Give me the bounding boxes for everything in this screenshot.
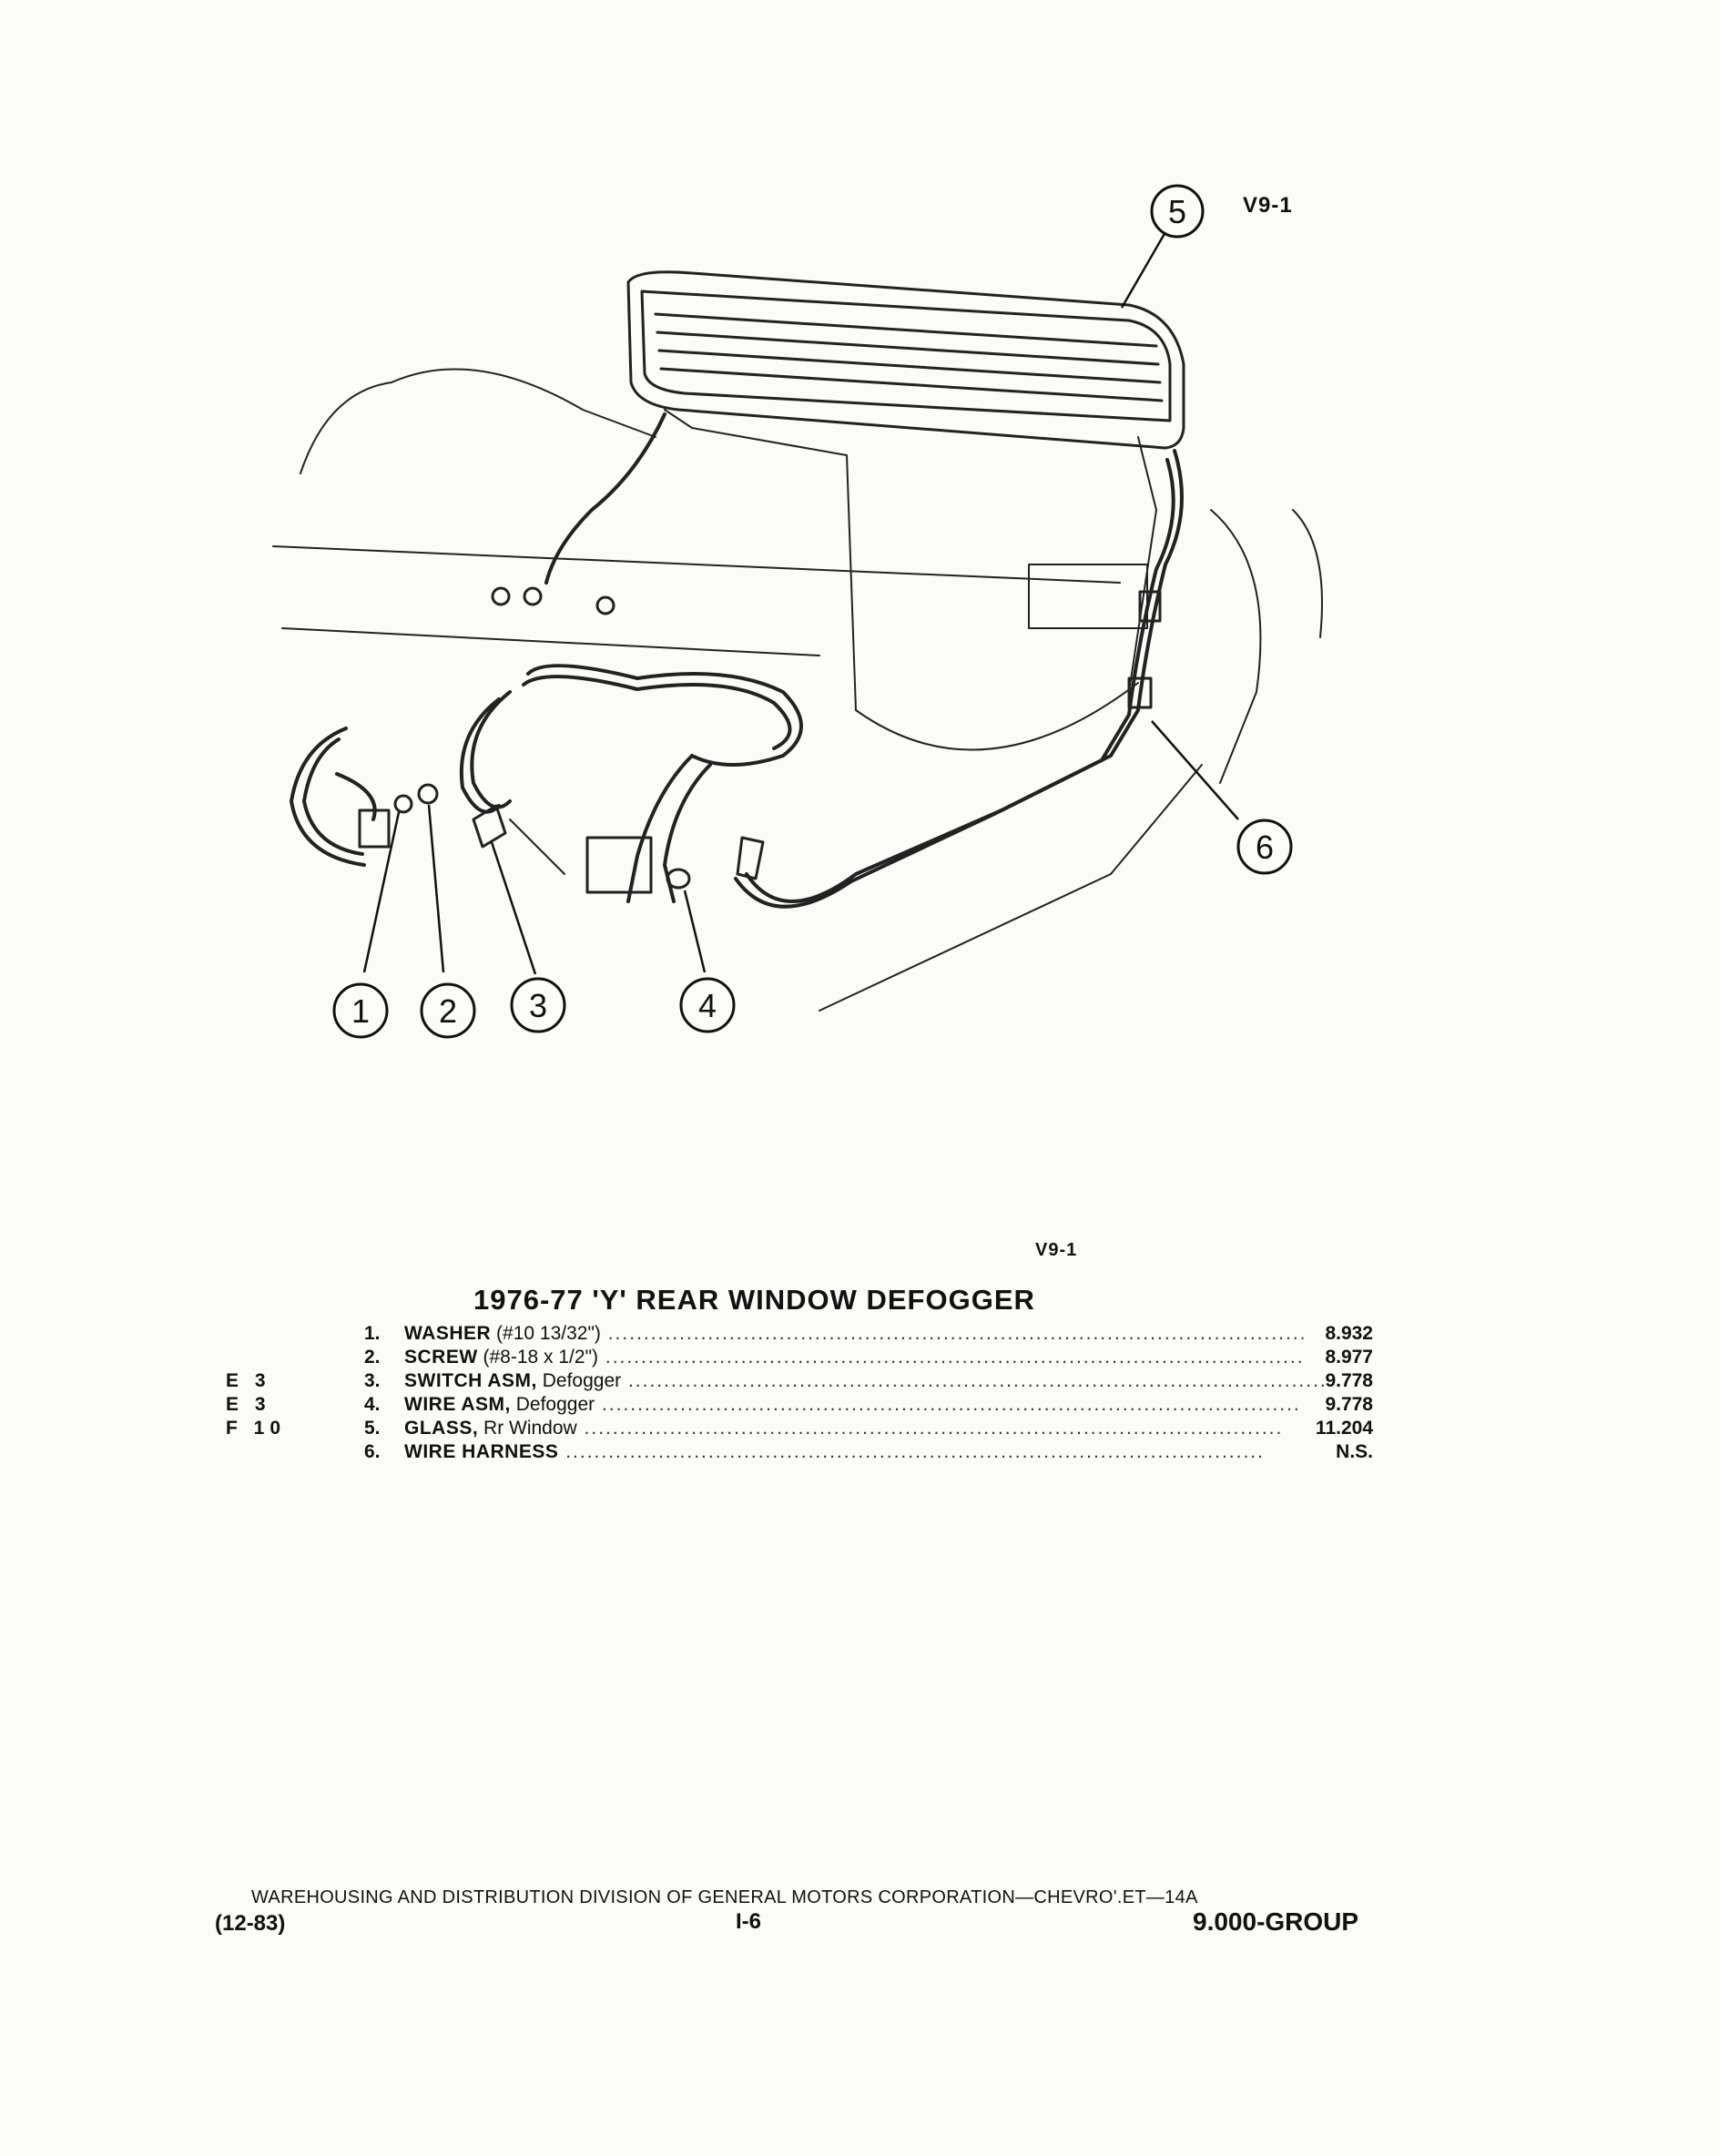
figure-ref-top: V9-1 xyxy=(1243,193,1293,218)
part-number: 8.932 xyxy=(1325,1323,1373,1344)
row-number: 2. xyxy=(364,1347,381,1368)
wire-harness xyxy=(291,414,1182,907)
row-code: F 10 xyxy=(226,1418,287,1439)
row-number: 1. xyxy=(364,1323,381,1344)
part-number: 9.778 xyxy=(1325,1370,1373,1391)
footer-date: (12-83) xyxy=(215,1911,286,1936)
callout-2: 2 xyxy=(438,992,458,1030)
part-name: WIRE HARNESS xyxy=(404,1441,559,1462)
callout-3: 3 xyxy=(528,987,548,1024)
part-name: GLASS, xyxy=(404,1418,479,1439)
part-detail: Defogger xyxy=(536,1370,622,1391)
footer-division: WAREHOUSING AND DISTRIBUTION DIVISION OF GENERAL MOTORS CORPORATION—CHEVRO'.ET—14A xyxy=(251,1887,1198,1907)
parts-row: E 3 3. SWITCH ASM, Defogger .................................................................................................. 9.778 xyxy=(226,1370,1373,1391)
row-code: E 3 xyxy=(226,1370,271,1391)
row-code: E 3 xyxy=(226,1394,271,1415)
wire-asm-4 xyxy=(667,870,689,888)
row-number: 5. xyxy=(364,1418,381,1439)
callout-5: 5 xyxy=(1167,193,1187,230)
parts-row: E 3 4. WIRE ASM, Defogger .................................................................................................. 9.778 xyxy=(226,1394,1373,1415)
rear-window-glass xyxy=(628,272,1184,448)
part-detail: Defogger xyxy=(510,1394,595,1415)
callout-1: 1 xyxy=(351,992,371,1030)
part-name: SWITCH ASM, xyxy=(404,1370,537,1391)
callout-4: 4 xyxy=(697,987,717,1024)
part-name: WASHER xyxy=(404,1323,492,1344)
washer-1 xyxy=(395,796,412,812)
part-number: 8.977 xyxy=(1325,1347,1373,1368)
row-number: 3. xyxy=(364,1370,381,1391)
part-name: SCREW xyxy=(404,1347,478,1368)
parts-row: 2. SCREW (#8-18 x 1/2") .................................................................................................. 8.977 xyxy=(364,1347,1373,1368)
part-detail: (#8-18 x 1/2") xyxy=(477,1347,599,1368)
footer-group: 9.000-GROUP xyxy=(1193,1907,1359,1936)
section-title: 1976-77 'Y' REAR WINDOW DEFOGGER xyxy=(473,1284,1035,1316)
parts-row: 6. WIRE HARNESS .................................................................................................. N.S. xyxy=(364,1441,1373,1462)
footer-page-number: I-6 xyxy=(736,1909,762,1934)
callout-6: 6 xyxy=(1255,829,1275,866)
row-number: 6. xyxy=(364,1441,381,1462)
part-detail: (#10 13/32") xyxy=(491,1323,601,1344)
part-number: 9.778 xyxy=(1325,1394,1373,1415)
parts-row: F 10 5. GLASS, Rr Window .................................................................................................. 11.204 xyxy=(226,1418,1373,1439)
screw-2 xyxy=(419,785,437,803)
part-detail: Rr Window xyxy=(478,1418,577,1439)
parts-list xyxy=(226,1322,1373,1464)
figure-ref-bottom: V9-1 xyxy=(1035,1240,1078,1260)
part-number: N.S. xyxy=(1336,1441,1373,1462)
part-name: WIRE ASM, xyxy=(404,1394,511,1415)
row-number: 4. xyxy=(364,1394,381,1415)
part-number: 11.204 xyxy=(1315,1418,1373,1439)
parts-row: 1. WASHER (#10 13/32") .................................................................................................. 8.932 xyxy=(364,1323,1373,1344)
